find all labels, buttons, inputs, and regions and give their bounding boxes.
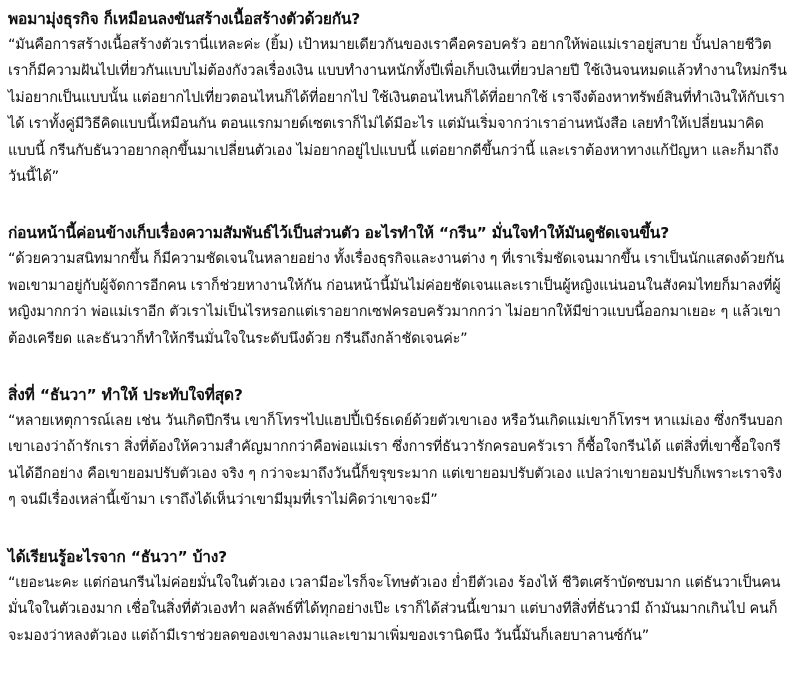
answer-paragraph: “หลายเหตุการณ์เลย เช่น วันเกิดปีกรีน เขาก็โทรฯไปแฮปปี้เบิร์ธเดย์ด้วยตัวเขาเอง หรือวันเกิดแม่เขาก็โทรฯ หาแม่เอง ซึ่งกรีนบอกเขาเองว่าถ้ารักเรา สิ่งที่ต้องให้ความสำคัญมากกว่าคือพ่อแม่เรา ซึ่งการที่ธันวารักครอบครัวเรา ก็ซื้อใจกรีนได้ แต่สิ่งที่เขาซื้อใจกรีนได้อีกอย่าง คือเขายอมปรับตัวเอง จริง ๆ กว่าจะมาถึงวันนี้ก็ขรุขระมาก แต่เขายอมปรับตัวเอง แปลว่าเขายอมปรับก็เพราะเราจริง ๆ จนมีเรื่องเหล่านี้เข้ามา เราถึงได้เห็นว่าเขามีมุมที่เราไม่คิดว่าเขาจะมี” (8, 413, 783, 509)
question-heading: ได้เรียนรู้อะไรจาก “ธันวา” บ้าง? (8, 547, 227, 566)
question-heading: ก่อนหน้านี้ค่อนข้างเก็บเรื่องความสัมพันธ์ไว้เป็นส่วนตัว อะไรทำให้ “กรีน” มั่นใจทำให้มันดูชัดเจนขึ้น? (8, 224, 669, 243)
answer-paragraph: “ด้วยความสนิทมากขึ้น ก็มีความชัดเจนในหลายอย่าง ทั้งเรื่องธุรกิจและงานต่าง ๆ ที่เราเริ่มชัดเจนมากขึ้น เราเป็นนักแสดงด้วยกัน พอเขามาอยู่กับผู้จัดการอีกคน เราก็ช่วยหางานให้กัน ก่อนหน้านี้มันไม่ค่อยชัดเจนและเราเป็นผู้หญิงแน่นอนในสังคมไทยก็มาลงที่ผู้หญิงมากกว่า พ่อแม่เราอีก ตัวเราไม่เป็นไรหรอกแต่เราอยากเซฟครอบครัวมากกว่า ไม่อยากให้มีข่าวแบบนี้ออกมาเยอะ ๆ แล้วเขาต้องเครียด และธันวาก็ทำให้กรีนมั่นใจในระดับนึงด้วย กรีนถึงกล้าชัดเจนค่ะ” (8, 251, 785, 347)
question-heading: สิ่งที่ “ธันวา” ทำให้ ประทับใจที่สุด? (8, 386, 243, 405)
qa-section (8, 544, 790, 649)
qa-section (8, 6, 790, 190)
qa-section (8, 220, 790, 352)
qa-section (8, 382, 790, 514)
answer-paragraph: “มันคือการสร้างเนื้อสร้างตัวเรานี่แหละค่ะ (ยิ้ม) เป้าหมายเดียวกันของเราคือครอบครัว อยากให้พ่อแม่เราอยู่สบาย บั้นปลายชีวิตเราก็มีความฝันไปเที่ยวกันแบบไม่ต้องกังวลเรื่องเงิน แบบทำงานหนักทั้งปีเพื่อเก็บเงินเที่ยวปลายปี ใช้เงินจนหมดแล้วทำงานใหม่กรีนไม่อยากเป็นแบบนั้น แต่อยากไปเที่ยวตอนไหนก็ได้ที่อยากไป ใช้เงินตอนไหนก็ได้ที่อยากใช้ เราจึงต้องหาทรัพย์สินที่ทำเงินให้กับเราได้ เราทั้งคู่มีวิธีคิดแบบนี้เหมือนกัน ตอนแรกมายด์เซตเราก็ไม่ได้มีอะไร แต่มันเริ่มจากว่าเราอ่านหนังสือ เลยทำให้เปลี่ยนมาคิดแบบนี้ กรีนกับธันวาอยากลุกขึ้นมาเปลี่ยนตัวเอง ไม่อยากอยู่ไปแบบนี้ แต่อยากดีขึ้นกว่านี้ และเราต้องหาทางแก้ปัญหา และก็มาถึงวันนี้ได้” (8, 37, 787, 186)
answer-paragraph: “เยอะนะคะ แต่ก่อนกรีนไม่ค่อยมั่นใจในตัวเอง เวลามีอะไรก็จะโทษตัวเอง ย่ำยีตัวเอง ร้องไห้ ชีวิตเศร้าบัดซบมาก แต่ธันวาเป็นคนมั่นใจในตัวเองมาก เชื่อในสิ่งที่ตัวเองทำ ผลลัพธ์ที่ได้ทุกอย่างเป๊ะ เราก็ได้ส่วนนี้เขามา แต่บางทีสิ่งที่ธันวามี ถ้ามันมากเกินไป คนก็จะมองว่าหลงตัวเอง แต่ถ้ามีเราช่วยลดของเขาลงมาและเขามาเพิ่มของเรานิดนึง วันนี้มันก็เลยบาลานซ์กัน” (8, 574, 781, 644)
question-heading: พอมามุ่งธุรกิจ ก็เหมือนลงขันสร้างเนื้อสร้างตัวด้วยกัน? (8, 10, 361, 28)
